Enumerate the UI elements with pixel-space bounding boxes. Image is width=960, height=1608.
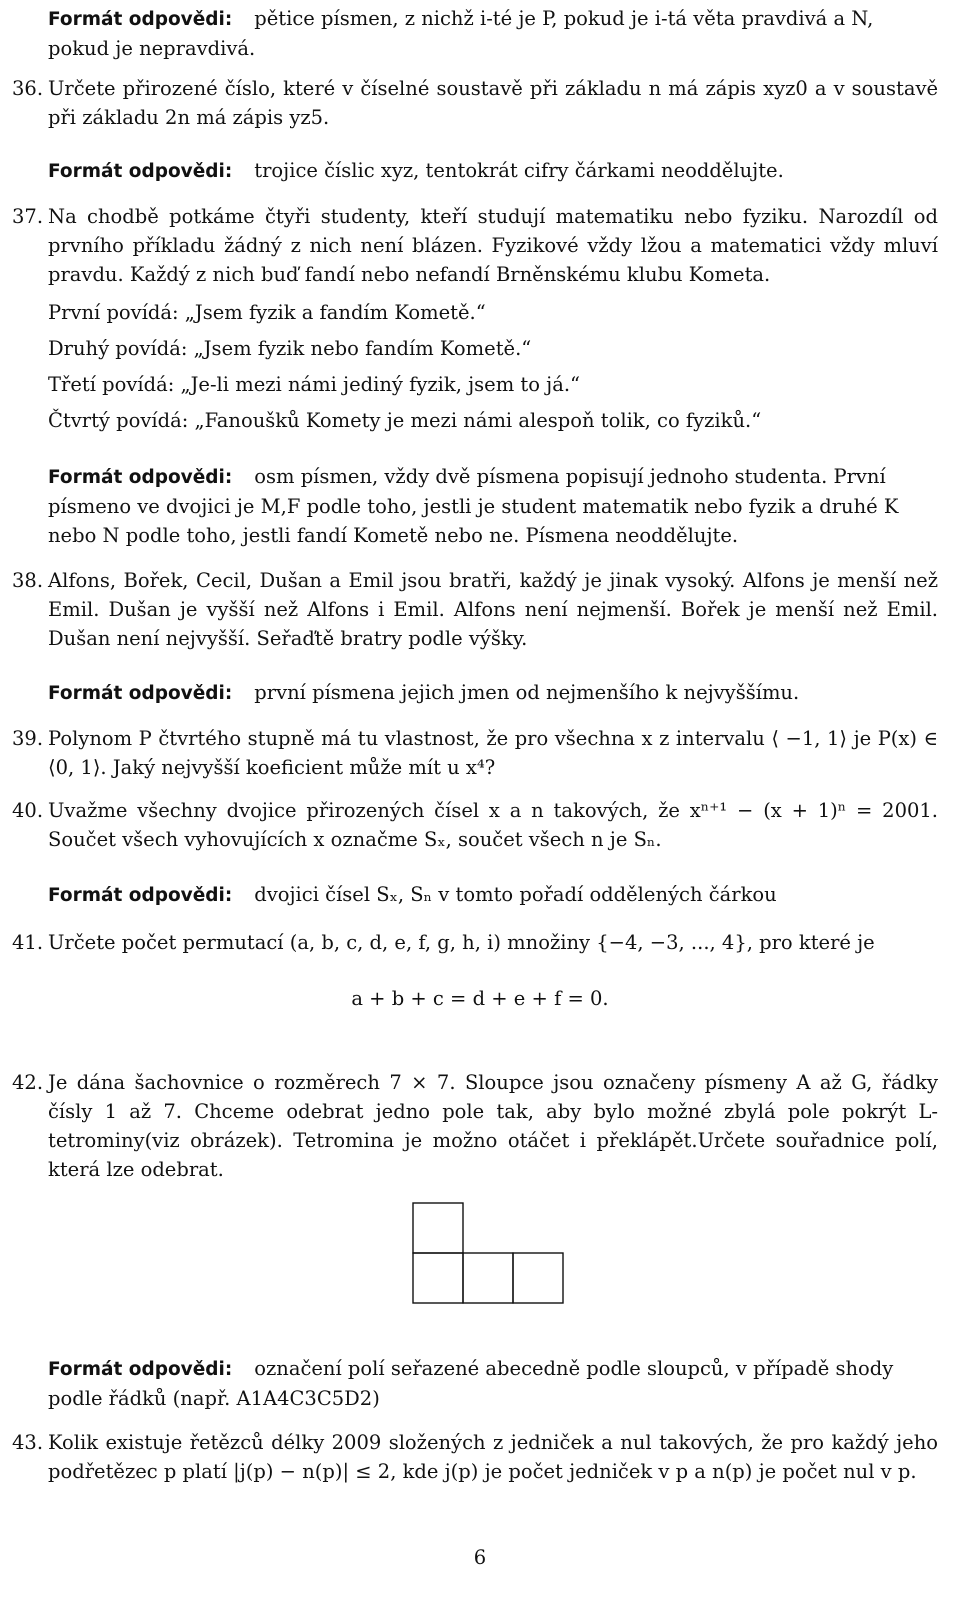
- format-label: Formát odpovědi:: [48, 683, 233, 704]
- format-35: [48, 4, 938, 63]
- format-text: dvojici čísel Sₓ, Sₙ v tomto pořadí oddělených čárkou: [254, 883, 777, 906]
- quote-fourth: Čtvrtý povídá: „Fanoušků Komety je mezi námi alespoň tolik, co fyziků.“: [48, 409, 762, 432]
- problem-number: 43.: [12, 1431, 44, 1454]
- problem-number: 37.: [12, 205, 44, 228]
- format-42: [48, 1354, 938, 1413]
- problem-text: Kolik existuje řetězců délky 2009 složených z jedniček a nul takových, že pro každý jeho podřetězec p platí |j(p) − n(p)| ≤ 2, kde j(p) je počet jedniček v p a n(p) je počet nul v p.: [48, 1431, 938, 1483]
- equation-41: a + b + c = d + e + f = 0.: [351, 987, 609, 1010]
- problem-37: [12, 202, 938, 289]
- format-text: první písmena jejich jmen od nejmenšího k nejvyššímu.: [254, 681, 800, 704]
- format-38: [48, 678, 938, 708]
- format-label: Formát odpovědi:: [48, 467, 233, 488]
- format-text: označení polí seřazené abecedně podle sloupců, v případě shody podle řádků (např. A1A4C3C5D2): [48, 1357, 894, 1410]
- problem-40: [12, 796, 938, 854]
- problem-number: 42.: [12, 1071, 44, 1094]
- problem-text: Uvažme všechny dvojice přirozených čísel x a n takových, že xⁿ⁺¹ − (x + 1)ⁿ = 2001. Součet všech vyhovujících x označme Sₓ, součet všech n je Sₙ.: [48, 799, 938, 851]
- format-text: pětice písmen, z nichž i-té je P, pokud je i-tá věta pravdivá a N, pokud je nepravdivá.: [48, 7, 874, 60]
- format-40: [48, 880, 938, 910]
- problem-43: [12, 1428, 938, 1486]
- format-label: Formát odpovědi:: [48, 9, 233, 30]
- format-36: [48, 156, 938, 186]
- format-label: Formát odpovědi:: [48, 1359, 233, 1380]
- tetromino-cell: [513, 1253, 563, 1303]
- format-text: trojice číslic xyz, tentokrát cifry čárkami neoddělujte.: [254, 159, 784, 182]
- tetromino-cell: [413, 1203, 463, 1253]
- problem-36: [12, 74, 938, 132]
- quote-second: Druhý povídá: „Jsem fyzik nebo fandím Kometě.“: [48, 337, 532, 360]
- problem-text: Polynom P čtvrtého stupně má tu vlastnost, že pro všechna x z intervalu ⟨ −1, 1⟩ je P(x) ∈ ⟨0, 1⟩. Jaký nejvyšší koeficient může mít u x⁴?: [48, 727, 938, 779]
- page-number: 6: [473, 1546, 487, 1569]
- quote-third: Třetí povídá: „Je-li mezi námi jediný fyzik, jsem to já.“: [48, 373, 580, 396]
- quote-first: První povídá: „Jsem fyzik a fandím Kometě.“: [48, 301, 486, 324]
- problem-number: 41.: [12, 931, 44, 954]
- problem-text: Je dána šachovnice o rozměrech 7 × 7. Sloupce jsou označeny písmeny A až G, řádky čísly 1 až 7. Chceme odebrat jedno pole tak, aby bylo možné zbylá pole pokrýt L-tetrominy(viz obrázek). Tetromina je možno otáčet i překlápět.Určete souřadnice polí, která lze odebrat.: [48, 1071, 938, 1181]
- format-label: Formát odpovědi:: [48, 885, 233, 906]
- format-37: [48, 462, 938, 550]
- format-label: Formát odpovědi:: [48, 161, 233, 182]
- problem-39: [12, 724, 938, 782]
- tetromino-cell: [413, 1253, 463, 1303]
- format-text: osm písmen, vždy dvě písmena popisují jednoho studenta. První písmeno ve dvojici je M,F podle toho, jestli je student matematik nebo fyzik a druhé K nebo N podle toho, jestli fandí Kometě nebo ne. Písmena neoddělujte.: [48, 465, 899, 547]
- tetromino-cell: [463, 1253, 513, 1303]
- problem-38: [12, 566, 938, 653]
- problem-text: Na chodbě potkáme čtyři studenty, kteří studují matematiku nebo fyziku. Narozdíl od prvního příkladu žádný z nich není blázen. Fyzikové vždy lžou a matematici vždy mluví pravdu. Každý z nich buď fandí nebo nefandí Brněnskému klubu Kometa.: [48, 205, 938, 286]
- problem-text: Alfons, Bořek, Cecil, Dušan a Emil jsou bratři, každý je jinak vysoký. Alfons je menší než Emil. Dušan je vyšší než Alfons i Emil. Alfons není nejmenší. Bořek je menší než Emil. Dušan není nejvyšší. Seřaďtě bratry podle výšky.: [48, 569, 938, 650]
- l-tetromino-figure: [412, 1202, 566, 1304]
- problem-41: [12, 928, 938, 957]
- problem-text: Určete počet permutací (a, b, c, d, e, f, g, h, i) množiny {−4, −3, ..., 4}, pro které je: [48, 931, 875, 954]
- problem-number: 36.: [12, 77, 44, 100]
- problem-number: 38.: [12, 569, 44, 592]
- problem-number: 40.: [12, 799, 44, 822]
- problem-42: [12, 1068, 938, 1184]
- problem-text: Určete přirozené číslo, které v číselné soustavě při základu n má zápis xyz0 a v soustavě při základu 2n má zápis yz5.: [48, 77, 938, 129]
- problem-number: 39.: [12, 727, 44, 750]
